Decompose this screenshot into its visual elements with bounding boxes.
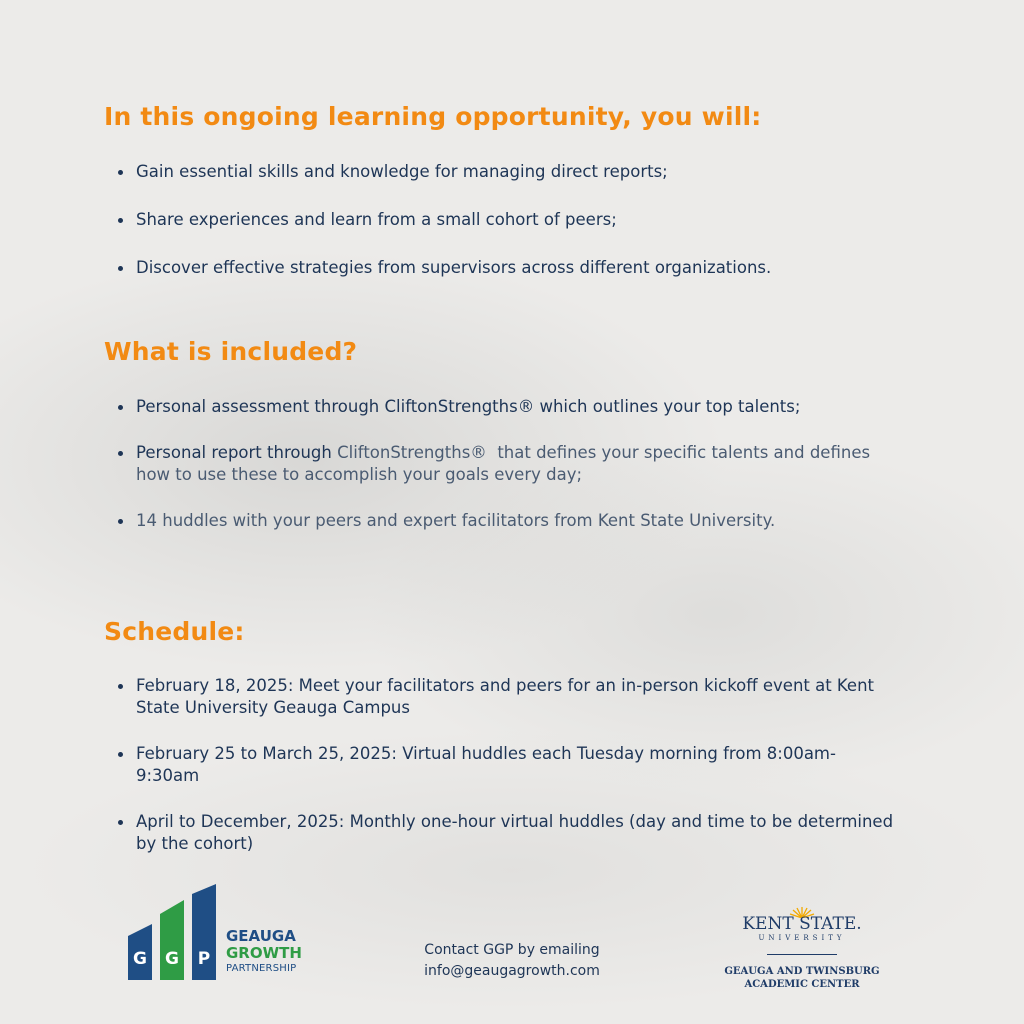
list-item: 14 huddles with your peers and expert facilitators from Kent State University. bbox=[118, 510, 938, 532]
section-heading-opportunity: In this ongoing learning opportunity, you will: bbox=[104, 102, 762, 131]
list-item-text: that defines your specific talents and defines how to use these to accomplish your goals every day; bbox=[136, 443, 871, 484]
divider bbox=[767, 954, 837, 955]
ggp-name-line3: PARTNERSHIP bbox=[226, 963, 297, 974]
ggp-logo-letter: G bbox=[165, 949, 179, 969]
contact-email-link[interactable]: info@geaugagrowth.com bbox=[424, 963, 600, 979]
section-heading-schedule: Schedule: bbox=[104, 617, 245, 646]
kent-state-university: UNIVERSITY bbox=[758, 934, 846, 942]
ggp-logo-letter: G bbox=[133, 949, 147, 969]
section-heading-included: What is included? bbox=[104, 337, 358, 366]
ggp-logo-letter: P bbox=[197, 949, 211, 969]
list-item: Discover effective strategies from supervisors across different organizations. bbox=[118, 257, 938, 279]
list-item-prefix: Personal report through bbox=[136, 443, 332, 462]
list-item: February 25 to March 25, 2025: Virtual huddles each Tuesday morning from 8:00am-9:30am bbox=[118, 743, 938, 787]
list-item: April to December, 2025: Monthly one-hour virtual huddles (day and time to be determined by the cohort) bbox=[118, 811, 938, 855]
list-item bbox=[118, 442, 938, 486]
contact-info bbox=[400, 940, 624, 982]
schedule-list bbox=[118, 675, 938, 855]
academic-center-line2: ACADEMIC CENTER bbox=[744, 979, 860, 990]
list-item: February 18, 2025: Meet your facilitators and peers for an in-person kickoff event at Kent State University Geauga Campus bbox=[118, 675, 938, 719]
included-list bbox=[118, 396, 938, 532]
list-item-term: CliftonStrengths® bbox=[331, 443, 487, 462]
kent-state-name: KENT STATE. bbox=[742, 914, 862, 934]
ggp-name-line2: GROWTH bbox=[226, 944, 302, 962]
kent-state-logo bbox=[712, 906, 892, 991]
list-item: Gain essential skills and knowledge for managing direct reports; bbox=[118, 161, 938, 183]
list-item: Share experiences and learn from a small cohort of peers; bbox=[118, 209, 938, 231]
academic-center-line1: GEAUGA AND TWINSBURG bbox=[724, 966, 880, 977]
ggp-name-line1: GEAUGA bbox=[226, 927, 296, 945]
ggp-wordmark bbox=[226, 929, 302, 974]
list-item: Personal assessment through CliftonStrengths® which outlines your top talents; bbox=[118, 396, 938, 418]
opportunity-list bbox=[118, 161, 938, 279]
contact-text: Contact GGP by emailing bbox=[424, 942, 600, 958]
ggp-logo-icon bbox=[126, 884, 222, 980]
